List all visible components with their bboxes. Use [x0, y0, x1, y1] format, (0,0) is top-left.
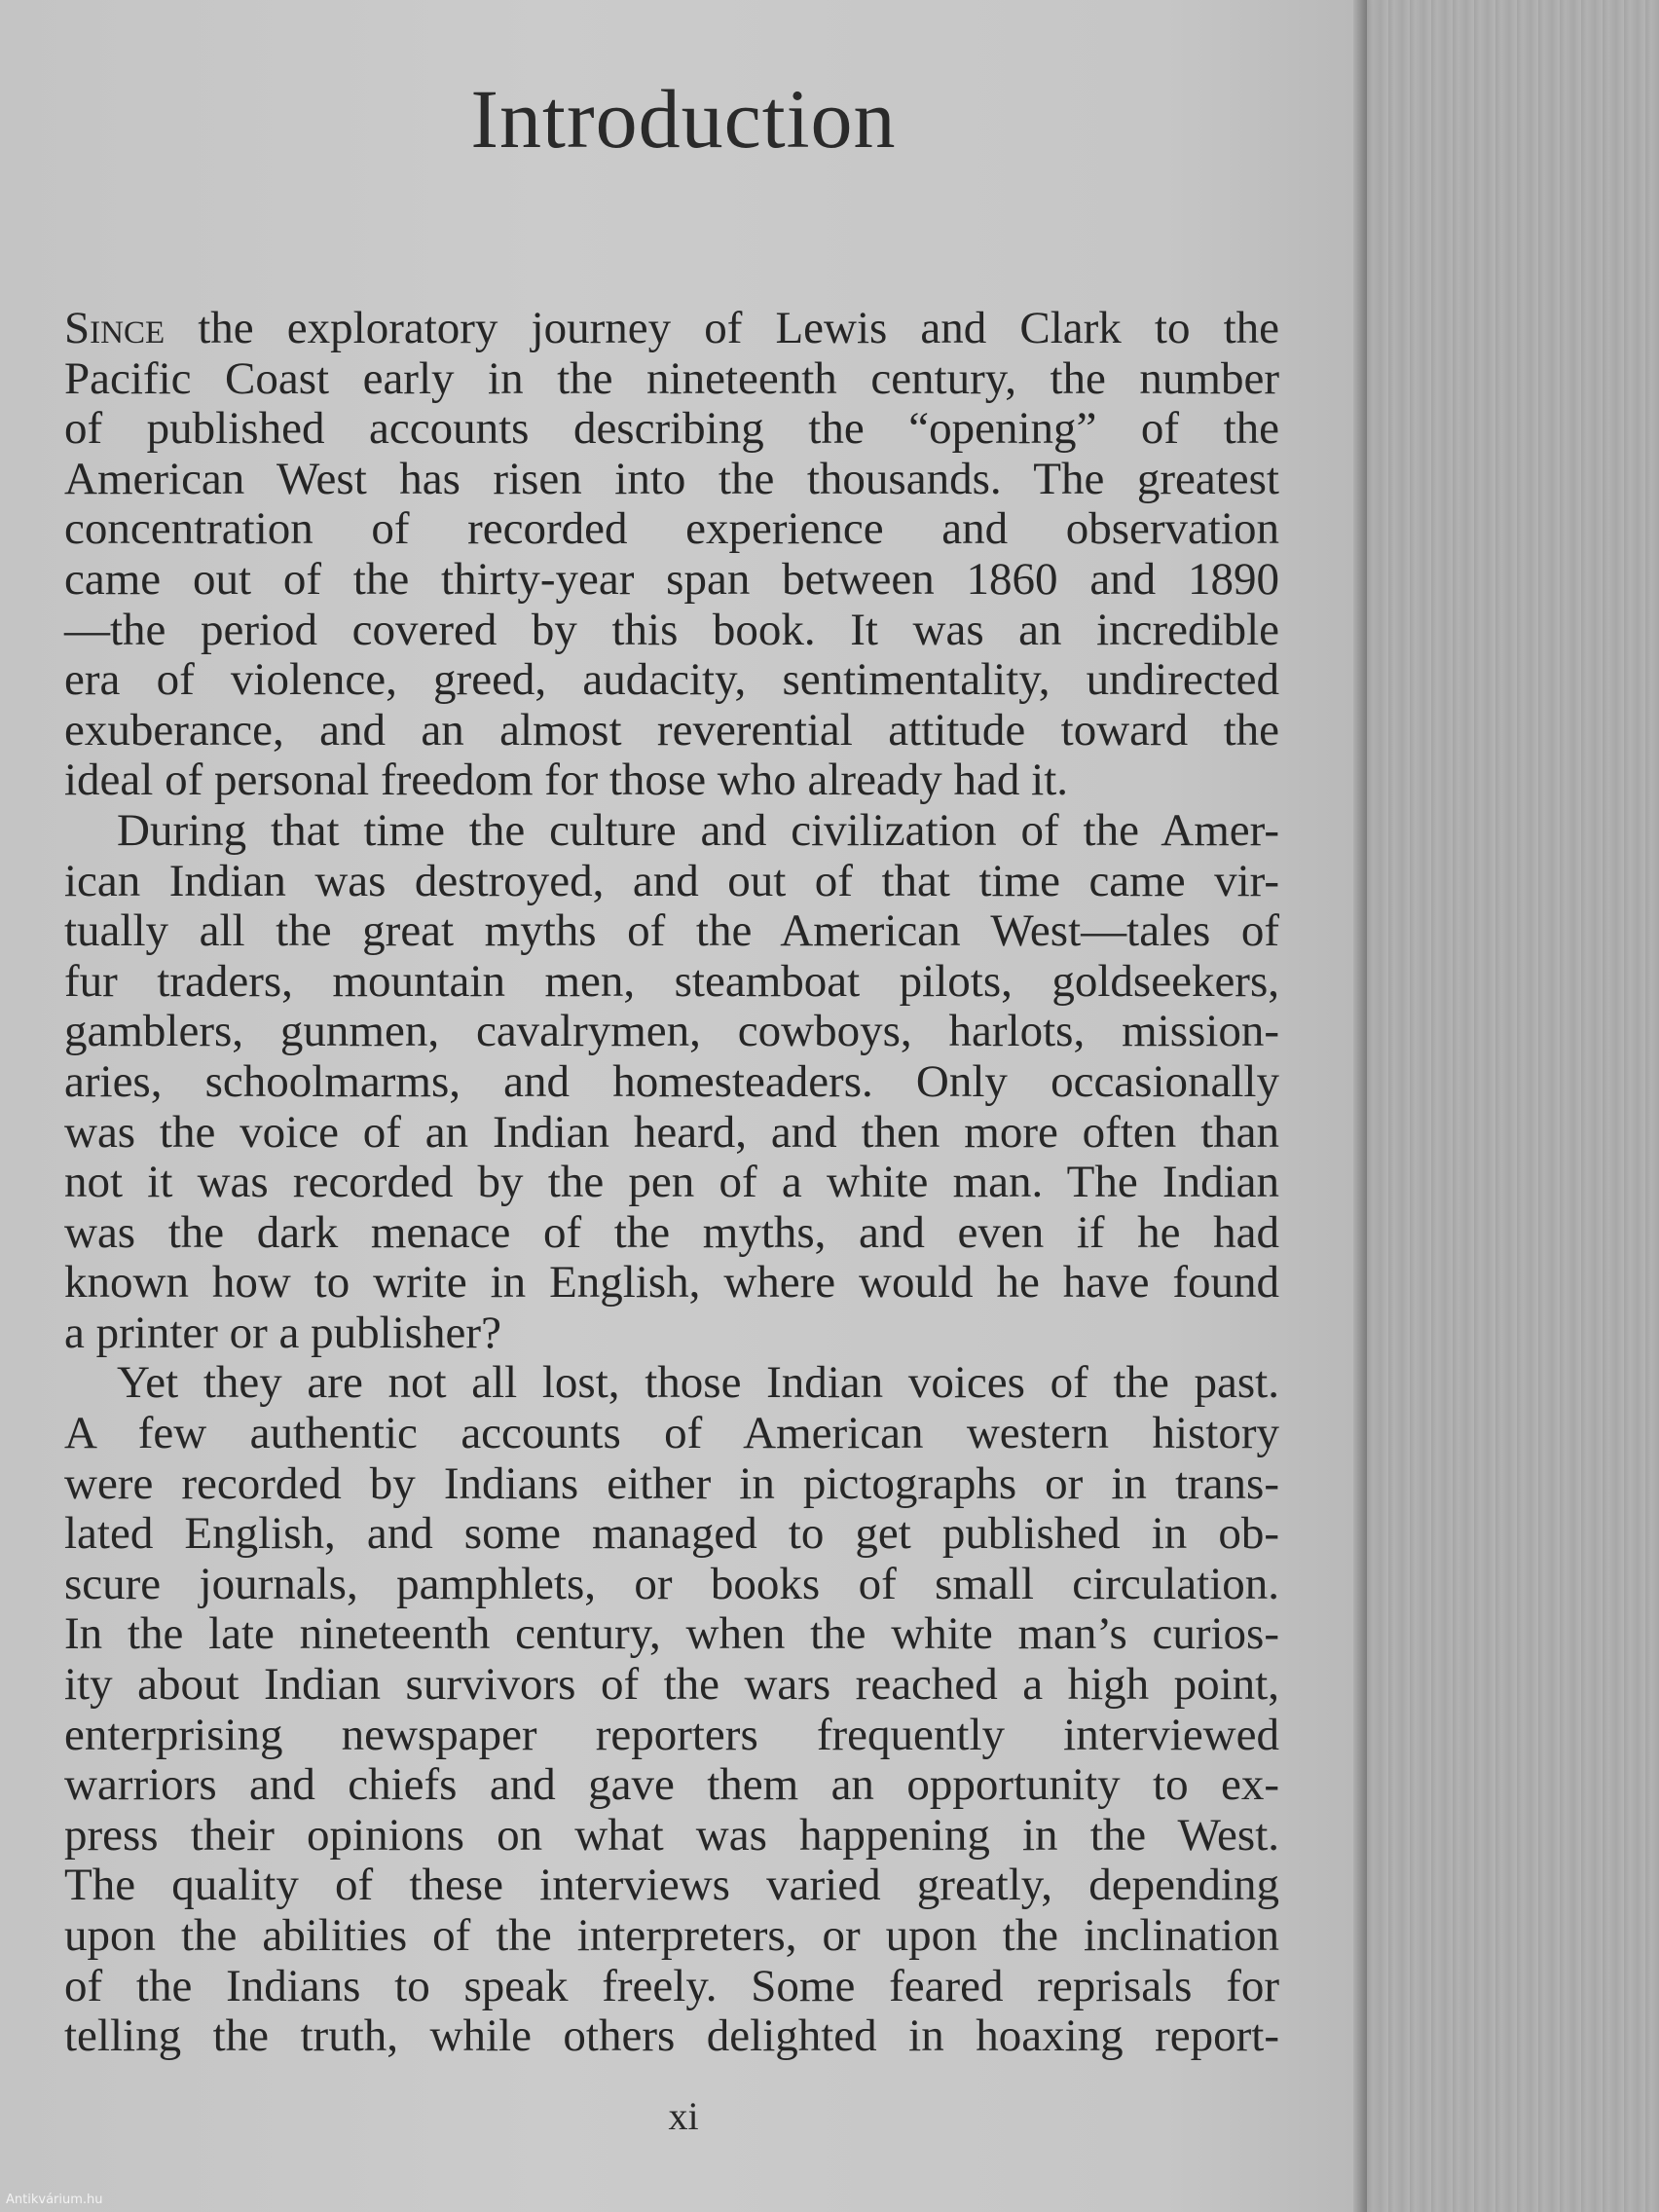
page-title: Introduction	[470, 72, 897, 166]
text-line: A few authentic accounts of American western history	[64, 1408, 1279, 1459]
text-line: era of violence, greed, audacity, sentimentality, undirected	[64, 654, 1279, 706]
watermark: Antikvárium.hu	[6, 2193, 103, 2207]
text-line: press their opinions on what was happening in the West.	[64, 1809, 1279, 1861]
text-line: a printer or a publisher?	[64, 1307, 501, 1358]
text-line: was the dark menace of the myths, and even if he had	[64, 1206, 1279, 1258]
text-line: In the late nineteenth century, when the white man’s curios-	[64, 1608, 1279, 1660]
text-line: ideal of personal freedom for those who already had it.	[64, 755, 1069, 806]
text-line: known how to write in English, where would he have found	[64, 1257, 1279, 1309]
text-line: aries, schoolmarms, and homesteaders. Only occasionally	[64, 1055, 1279, 1107]
text-line: During that time the culture and civilization of the Amer-	[117, 804, 1279, 856]
text-line: fur traders, mountain men, steamboat pilots, goldseekers,	[64, 955, 1279, 1007]
text-line: came out of the thirty-year span between 1860 and 1890	[64, 553, 1279, 605]
text-line: Yet they are not all lost, those Indian voices of the past.	[117, 1357, 1279, 1409]
body-text	[64, 304, 1279, 2062]
text-line: ican Indian was destroyed, and out of that time came vir-	[64, 855, 1279, 906]
text-line: Pacific Coast early in the nineteenth century, the number	[64, 352, 1279, 404]
text-line: gamblers, gunmen, cavalrymen, cowboys, harlots, mission-	[64, 1006, 1279, 1057]
text-line: telling the truth, while others delighted in hoaxing report-	[64, 2010, 1279, 2062]
text-line: —the period covered by this book. It was an incredible	[64, 604, 1279, 655]
text-line: not it was recorded by the pen of a white man. The Indian	[64, 1157, 1279, 1208]
drop-lead-word: Since	[64, 303, 166, 353]
text-line: lated English, and some managed to get published in ob-	[64, 1508, 1279, 1560]
text-line: was the voice of an Indian heard, and then more often than	[64, 1106, 1279, 1158]
text-line: enterprising newspaper reporters frequently interviewed	[64, 1709, 1279, 1760]
page-number: xi	[668, 2094, 699, 2138]
text-line: The quality of these interviews varied greatly, depending	[64, 1860, 1279, 1911]
text-line: scure journals, pamphlets, or books of small circulation.	[64, 1558, 1279, 1609]
text-line: exuberance, and an almost reverential attitude toward the	[64, 704, 1279, 756]
text-line: concentration of recorded experience and observation	[64, 503, 1279, 555]
text-line: tually all the great myths of the American West—tales of	[64, 905, 1279, 957]
adjacent-page-edge	[1367, 0, 1659, 2212]
text-line: upon the abilities of the interpreters, or upon the inclination	[64, 1910, 1279, 1961]
text-line: Since the exploratory journey of Lewis and Clark to the	[64, 303, 1279, 353]
text-line: American West has risen into the thousands. The greatest	[64, 453, 1279, 504]
text-line: ity about Indian survivors of the wars reached a high point,	[64, 1659, 1279, 1711]
text-line: of published accounts describing the “opening” of the	[64, 403, 1279, 455]
text-line: of the Indians to speak freely. Some feared reprisals for	[64, 1960, 1279, 2011]
text-line: were recorded by Indians either in pictographs or in trans-	[64, 1457, 1279, 1509]
text-line: warriors and chiefs and gave them an opportunity to ex-	[64, 1759, 1279, 1811]
